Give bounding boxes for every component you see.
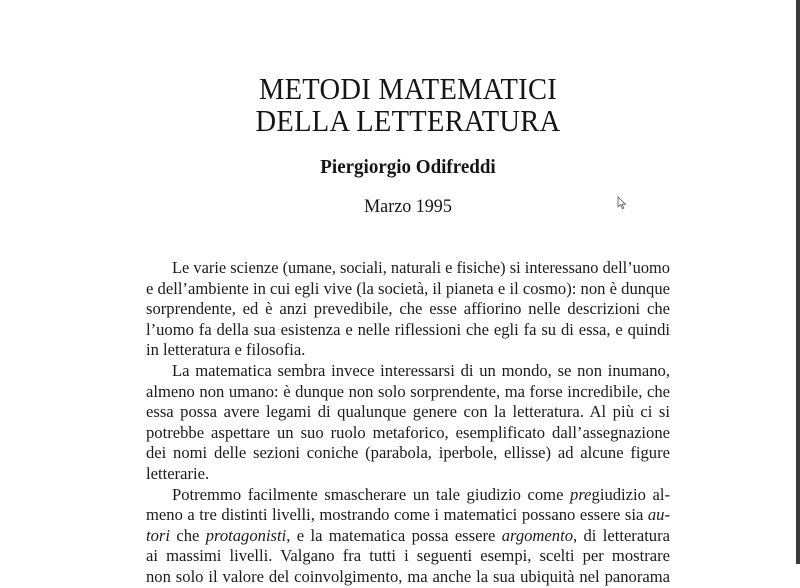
text-run: Potremmo facilmente smascherare un tale giudizio come bbox=[172, 484, 571, 504]
document-body bbox=[146, 258, 670, 588]
document-author: Piergiorgio Odifreddi bbox=[320, 156, 496, 178]
italic-run: au- bbox=[647, 505, 670, 525]
text-run: giudizio al- bbox=[591, 484, 670, 504]
paragraph-3-line-1 bbox=[146, 485, 670, 506]
paragraph-3-line-4: ai massimi livelli. Valgano fra tutti i seguenti esempi, scelti per mostrare bbox=[146, 546, 670, 566]
paragraph-2-line-5: dei nomi delle sezioni coniche (parabola, iperbole, ellisse) ad alcune figure bbox=[146, 443, 670, 463]
document-title-line-2: DELLA LETTERATURA bbox=[255, 103, 561, 138]
italic-run: pre bbox=[570, 484, 592, 504]
paragraph-3-line-5: non solo il valore del coinvolgimento, ma anche la sua ubiquità nel panorama bbox=[146, 566, 670, 586]
italic-run: argomento bbox=[501, 525, 573, 545]
document-title-line-1: METODI MATEMATICI bbox=[258, 71, 558, 106]
document-date: Marzo 1995 bbox=[364, 196, 452, 217]
paragraph-1-line-3: sorprendente, ed è anzi prevedibile, che esse affiorino nelle descrizioni che bbox=[146, 299, 670, 319]
paragraph-2-line-6: letterarie. bbox=[146, 463, 210, 483]
paragraph-1-line-2: e dell’ambiente in cui egli vive (la società, il pianeta e il cosmo): non è dunque bbox=[146, 278, 670, 298]
window-right-border bbox=[796, 0, 800, 564]
text-run: che bbox=[169, 525, 206, 545]
text-run: , e la matematica possa essere bbox=[286, 525, 502, 545]
paragraph-2-line-1: La matematica sembra invece interessarsi di un mondo, se non inumano, bbox=[172, 360, 670, 380]
paragraph-1-line-5: in letteratura e filosofia. bbox=[146, 340, 306, 360]
paragraph-2-line-4: potrebbe aspettare un suo ruolo metaforico, esemplificato dall’assegnazione bbox=[146, 422, 670, 442]
text-run: , di letteratura bbox=[573, 525, 670, 545]
italic-run: tori bbox=[146, 525, 170, 545]
paragraph-3-line-3 bbox=[146, 526, 670, 547]
paragraph-2-line-3: essa possa avere legami di qualunque genere con la letteratura. Al più ci si bbox=[146, 402, 670, 422]
italic-run: protagonisti bbox=[205, 525, 287, 545]
paragraph-1-line-1: Le varie scienze (umane, sociali, naturali e fisiche) si interessano dell’uomo bbox=[172, 258, 670, 277]
paragraph-1-line-4: l’uomo fa della sua esistenza e nelle riflessioni che egli fa su di essa, e quindi bbox=[146, 319, 670, 339]
paragraph-3-line-2 bbox=[146, 505, 670, 526]
text-run: meno a tre distinti livelli, mostrando come i matematici possano essere sia bbox=[146, 505, 648, 525]
mouse-pointer-icon bbox=[617, 196, 627, 210]
paragraph-2-line-2: almeno non umano: è dunque non solo sorprendente, ma forse incredibile, che bbox=[146, 381, 670, 401]
